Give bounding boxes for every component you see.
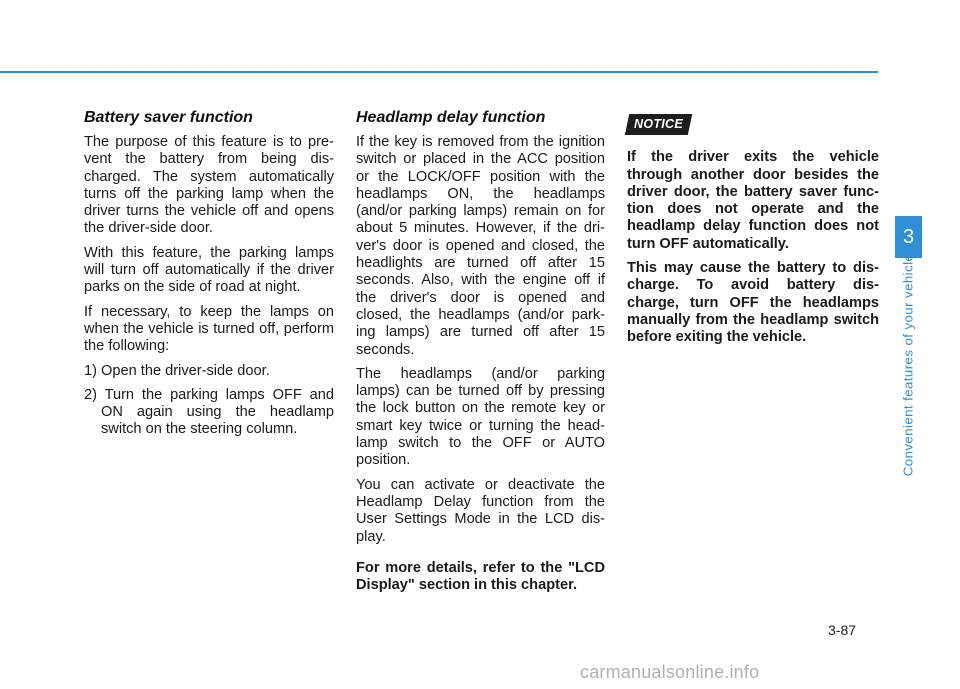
- notice-paragraph-1: If the driver exits the vehicle through another door besides the driver door, the battery saver func- tion does not operate and the headlamp delay function does not turn OFF automatically.: [627, 149, 879, 252]
- step-item-2: 2) Turn the parking lamps OFF and ON again using the headlamp switch on the steering column.: [84, 386, 334, 438]
- headlamp-delay-heading: Headlamp delay function: [356, 109, 546, 126]
- battery-saver-section: [84, 108, 334, 446]
- headlamp-delay-paragraph-1: If the key is removed from the ignition switch or placed in the ACC position or the LOCK/OFF position with the headlamps ON, the headlamps (and/or parking lamps) remain on for about 5 minutes. However, if the dri- ver's door is opened and closed, the headlights are turned off after 15 seconds. Also, with the engine off if the driver's door is opened and closed, the headlamps (and/or park- ing lamps) are turned off after 15 seconds.: [356, 134, 605, 358]
- headlamp-delay-reference: For more details, refer to the "LCD Display" section in this chapter.: [356, 559, 605, 594]
- headlamp-delay-paragraph-2: The headlamps (and/or parking lamps) can be turned off by pressing the lock button on the remote key or smart key twice or turning the head- lamp switch to the OFF or AUTO position.: [356, 365, 605, 469]
- notice-badge: NOTICE: [625, 114, 693, 135]
- battery-saver-paragraph-3: If necessary, to keep the lamps on when the vehicle is turned off, perform the following:: [84, 303, 334, 355]
- headlamp-delay-section: [356, 108, 605, 601]
- chapter-tab: 3: [895, 216, 922, 258]
- battery-saver-steps: [84, 363, 334, 439]
- chapter-title: Convenient features of your vehicle: [900, 253, 916, 477]
- step-item-1: 1) Open the driver-side door.: [84, 362, 270, 379]
- headlamp-delay-paragraph-3: You can activate or deactivate the Headlamp Delay function from the User Settings Mode in the LCD dis- play.: [356, 476, 605, 545]
- page-number: 3-87: [828, 622, 857, 638]
- battery-saver-paragraph-2: With this feature, the parking lamps will turn off automatically if the driver parks on the side of road at night.: [84, 244, 334, 296]
- notice-paragraph-2: This may cause the battery to dis- charge. To avoid battery dis- charge, turn OFF the headlamps manually from the headlamp switch before exiting the vehicle.: [627, 260, 879, 346]
- battery-saver-paragraph-1: The purpose of this feature is to pre- vent the battery from being dis- charged. The system automatically turns off the parking lamp when the driver turns the vehicle off and opens the driver-side door.: [84, 134, 334, 237]
- notice-section: [627, 114, 879, 354]
- header-rule: [0, 71, 878, 73]
- battery-saver-heading: Battery saver function: [84, 109, 253, 126]
- watermark-text: carmanualsonline.info: [580, 662, 760, 682]
